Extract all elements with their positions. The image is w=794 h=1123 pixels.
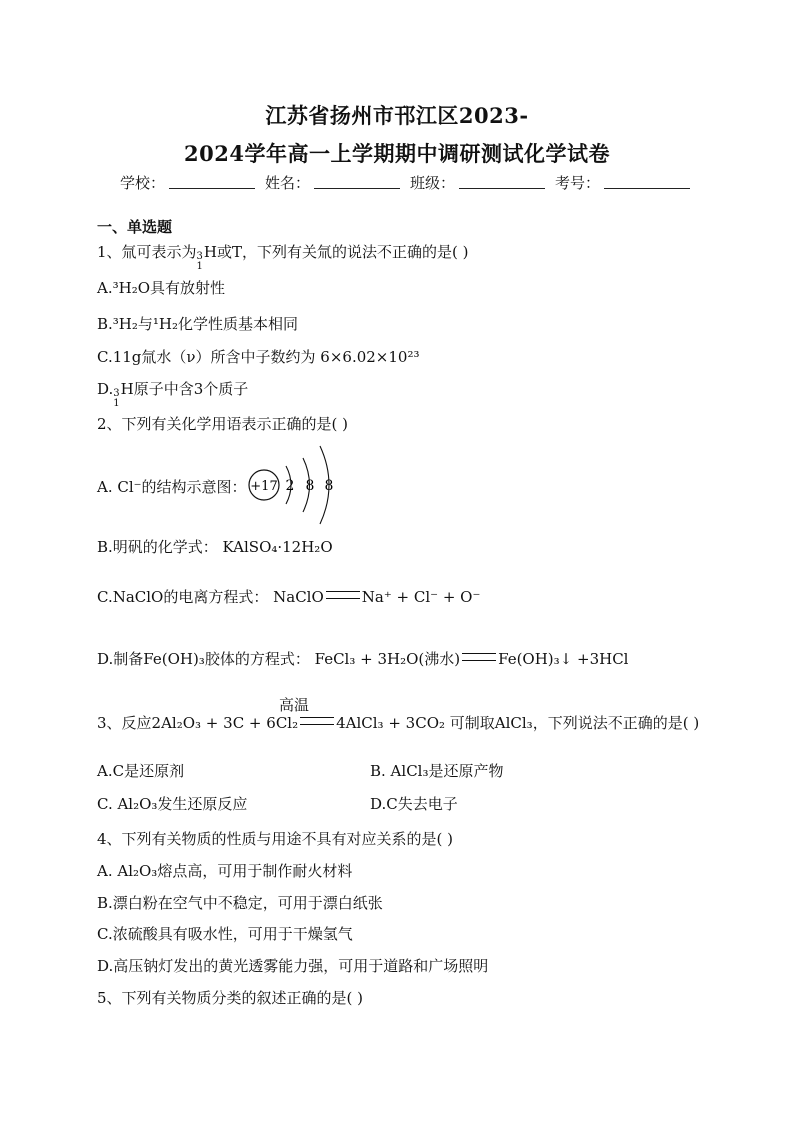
- q3-option-d: D.C失去电子: [370, 795, 458, 813]
- class-blank[interactable]: [459, 172, 545, 189]
- q2-d-label: D.制备Fe(OH)₃胶体的方程式：: [97, 650, 310, 668]
- q2-c-eq-right: Na⁺ + Cl⁻ + O⁻: [361, 588, 481, 606]
- equals-arrow: [300, 717, 334, 725]
- q1-option-d: [97, 378, 248, 409]
- iso-mass: 3: [113, 388, 120, 399]
- q3-stem-text-a: 3、反应2Al₂O₃ + 3C + 6Cl₂: [97, 714, 299, 732]
- class-label: 班级：: [410, 174, 456, 192]
- iso-number: 1: [113, 398, 120, 409]
- q1-d-isotope: [113, 389, 119, 409]
- q1-stem: [97, 241, 468, 272]
- q4-option-a: A. Al₂O₃熔点高，可用于制作耐火材料: [97, 862, 353, 880]
- q4-stem: 4、下列有关物质的性质与用途不具有对应关系的是( ): [97, 830, 454, 848]
- title-line-2: 2024学年高一上学期期中调研测试化学试卷: [184, 141, 610, 166]
- q1-d-prefix: D.: [97, 380, 114, 398]
- q1-stem-text-b: H或T，下列有关氚的说法不正确的是( ): [203, 243, 469, 261]
- q1-d-text: H原子中含3个质子: [120, 380, 249, 398]
- q4-option-b: B.漂白粉在空气中不稳定，可用于漂白纸张: [97, 894, 383, 912]
- q1-option-c: C.11g氚水（ν）所含中子数约为 6×6.02×10²³: [97, 348, 420, 366]
- cl-ion-structure-diagram: [246, 440, 346, 530]
- q2-option-c: [97, 586, 480, 607]
- q2-d-eq-right: Fe(OH)₃↓ +3HCl: [498, 650, 629, 668]
- q3-stem-text-b: 4AlCl₃ + 3CO₂ 可制取AlCl₃，下列说法不正确的是( ): [336, 714, 700, 732]
- iso-number: 1: [196, 261, 203, 272]
- title-line-1: 江苏省扬州市邗江区2023-: [265, 103, 529, 128]
- equals-arrow: [326, 591, 360, 599]
- q3-option-b: B. AlCl₃是还原产物: [370, 762, 504, 780]
- q1-stem-text-a: 1、氚可表示为: [97, 243, 197, 261]
- q2-option-d: [97, 648, 628, 669]
- q4-option-c: C.浓硫酸具有吸水性，可用于干燥氢气: [97, 925, 353, 943]
- q3-reaction-condition: 高温: [279, 696, 310, 714]
- q4-option-d: D.高压钠灯发出的黄光透雾能力强，可用于道路和广场照明: [97, 957, 489, 975]
- equals-arrow: [462, 653, 496, 661]
- exam-no-blank[interactable]: [604, 172, 690, 189]
- student-info-row: [120, 172, 696, 193]
- q3-option-c: C. Al₂O₃发生还原反应: [97, 795, 248, 813]
- q2-stem: 2、下列有关化学用语表示正确的是( ): [97, 415, 349, 433]
- school-label: 学校：: [120, 174, 166, 192]
- q2-c-eq-left: NaClO: [273, 588, 324, 606]
- q2-c-label: C.NaClO的电离方程式：: [97, 588, 269, 606]
- nucleus-charge: +17: [250, 479, 278, 494]
- school-blank[interactable]: [169, 172, 255, 189]
- q1-isotope: [197, 252, 203, 272]
- q2-option-b: B.明矾的化学式： KAlSO₄·12H₂O: [97, 538, 333, 556]
- name-label: 姓名：: [265, 174, 311, 192]
- q3-option-a: A.C是还原剂: [97, 762, 185, 780]
- iso-mass: 3: [196, 251, 203, 262]
- exam-no-label: 考号：: [555, 174, 601, 192]
- q2-option-a: A. Cl⁻的结构示意图：: [97, 478, 247, 496]
- q2-d-eq-left: FeCl₃ + 3H₂O(沸水): [314, 650, 461, 668]
- shell-2-count: 8: [305, 478, 315, 494]
- q1-option-b: B.³H₂与¹H₂化学性质基本相同: [97, 315, 299, 333]
- shell-3-count: 8: [324, 478, 334, 494]
- section-heading: 一、单选题: [97, 218, 173, 236]
- q5-stem: 5、下列有关物质分类的叙述正确的是( ): [97, 989, 364, 1007]
- name-blank[interactable]: [314, 172, 400, 189]
- q1-option-a: A.³H₂O具有放射性: [97, 279, 226, 297]
- q3-stem: [97, 712, 699, 733]
- shell-1-count: 2: [285, 478, 295, 494]
